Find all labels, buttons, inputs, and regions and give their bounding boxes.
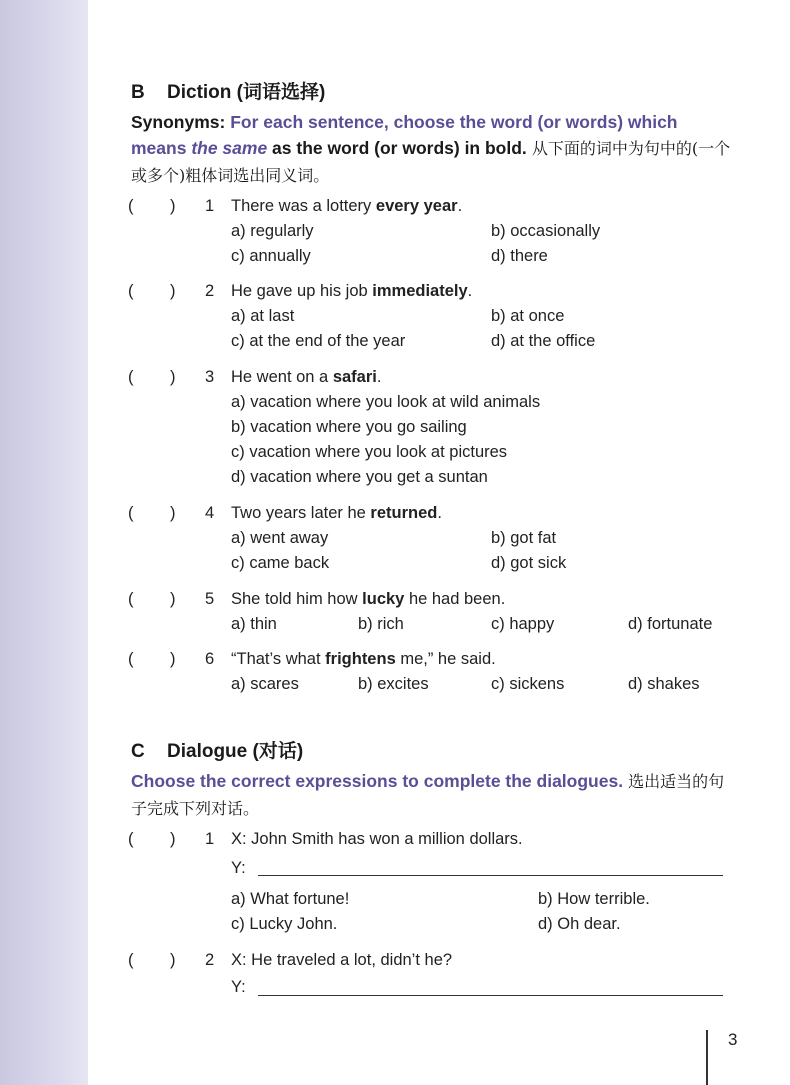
- stem-post: he had been.: [404, 590, 506, 608]
- answer-paren-open[interactable]: (: [128, 504, 134, 522]
- question-number: 2: [205, 951, 215, 969]
- option-b[interactable]: b) rich: [358, 615, 404, 633]
- option-c[interactable]: c) came back: [231, 554, 330, 572]
- answer-paren-close: ): [170, 951, 176, 969]
- answer-paren-open[interactable]: (: [128, 830, 134, 848]
- option-b[interactable]: b) got fat: [491, 529, 557, 547]
- stem-pre: She told him how: [231, 590, 363, 608]
- answer-paren-close: ): [170, 830, 176, 848]
- option-d[interactable]: d) at the office: [491, 332, 596, 350]
- section-b-heading: [131, 77, 325, 104]
- option-c[interactable]: c) happy: [491, 615, 555, 633]
- answer-paren-open[interactable]: (: [128, 590, 134, 608]
- stem-bold: returned: [370, 504, 438, 522]
- stem-bold: frightens: [325, 650, 396, 668]
- option-a[interactable]: a) scares: [231, 675, 299, 693]
- answer-paren-close: ): [170, 650, 176, 668]
- question-number: 4: [205, 504, 215, 522]
- question-stem: [231, 197, 462, 216]
- answer-paren-close: ): [170, 368, 176, 386]
- option-b[interactable]: b) How terrible.: [538, 890, 650, 908]
- instr-text-1: For each sentence, choose the word (or words) which means: [131, 112, 678, 158]
- option-c[interactable]: c) Lucky John.: [231, 915, 338, 933]
- option-b[interactable]: b) occasionally: [491, 222, 601, 240]
- section-letter: B: [131, 82, 145, 103]
- question-stem: [231, 368, 381, 387]
- stem-bold: every year: [375, 197, 458, 215]
- stem-post: .: [457, 197, 463, 215]
- option-a[interactable]: a) thin: [231, 615, 277, 633]
- instr-chinese: 选出适当的句子完成下列对话。: [131, 772, 725, 818]
- instr-chinese: 从下面的词中为句中的(一个或多个)粗体词选出同义词。: [131, 139, 731, 185]
- section-b-instructions: [131, 109, 731, 189]
- section-title: Diction (词语选择): [167, 82, 326, 103]
- stem-bold: safari: [332, 368, 377, 386]
- instr-text: Choose the correct expressions to complete the dialogues.: [131, 771, 624, 791]
- section-c-instructions: [131, 768, 731, 822]
- stem-post: .: [437, 504, 442, 522]
- instr-text-2: as the word (or words) in bold.: [267, 138, 527, 158]
- option-b[interactable]: b) vacation where you go sailing: [231, 418, 467, 436]
- question-number: 1: [205, 197, 215, 215]
- stem-post: me,” he said.: [395, 650, 496, 668]
- stem-bold: immediately: [372, 282, 468, 300]
- instr-label: Synonyms:: [131, 112, 226, 132]
- answer-paren-open[interactable]: (: [128, 368, 134, 386]
- option-c[interactable]: c) annually: [231, 247, 311, 265]
- stem-pre: There was a lottery: [231, 197, 376, 215]
- stem-pre: Two years later he: [231, 504, 371, 522]
- answer-paren-close: ): [170, 197, 176, 215]
- section-letter: C: [131, 741, 145, 762]
- question-stem: [231, 650, 496, 669]
- option-d[interactable]: d) got sick: [491, 554, 567, 572]
- option-b[interactable]: b) excites: [358, 675, 429, 693]
- option-c[interactable]: c) sickens: [491, 675, 565, 693]
- option-a[interactable]: a) What fortune!: [231, 890, 350, 908]
- option-a[interactable]: a) at last: [231, 307, 295, 325]
- answer-paren-close: ): [170, 590, 176, 608]
- page-number-block: [706, 1030, 738, 1085]
- stem-post: .: [467, 282, 473, 300]
- answer-paren-close: ): [170, 282, 176, 300]
- option-d[interactable]: d) vacation where you get a suntan: [231, 468, 488, 486]
- instr-italic: the same: [191, 138, 268, 158]
- stem-post: .: [376, 368, 382, 386]
- answer-blank-line[interactable]: [258, 994, 723, 996]
- option-c[interactable]: c) vacation where you look at pictures: [231, 443, 508, 461]
- option-b[interactable]: b) at once: [491, 307, 565, 325]
- question-number: 1: [205, 830, 215, 848]
- answer-paren-close: ): [170, 504, 176, 522]
- dialogue-y-label: Y:: [231, 978, 246, 996]
- page-number: 3: [728, 1030, 738, 1049]
- section-title: Dialogue (对话): [167, 741, 304, 762]
- question-number: 5: [205, 590, 215, 608]
- stem-pre: He gave up his job: [231, 282, 373, 300]
- answer-paren-open[interactable]: (: [128, 650, 134, 668]
- answer-paren-open[interactable]: (: [128, 951, 134, 969]
- option-c[interactable]: c) at the end of the year: [231, 332, 406, 350]
- option-a[interactable]: a) vacation where you look at wild animals: [231, 393, 541, 411]
- question-stem: [231, 590, 505, 609]
- question-number: 3: [205, 368, 215, 386]
- section-c-heading: [131, 736, 303, 763]
- question-stem: [231, 282, 472, 301]
- answer-paren-open[interactable]: (: [128, 282, 134, 300]
- option-a[interactable]: a) regularly: [231, 222, 314, 240]
- option-d[interactable]: d) Oh dear.: [538, 915, 621, 933]
- answer-blank-line[interactable]: [258, 874, 723, 876]
- option-d[interactable]: d) shakes: [628, 675, 700, 693]
- dialogue-x-line: X: John Smith has won a million dollars.: [231, 830, 523, 848]
- stem-pre: He went on a: [231, 368, 333, 386]
- option-d[interactable]: d) fortunate: [628, 615, 713, 633]
- option-d[interactable]: d) there: [491, 247, 548, 265]
- question-number: 2: [205, 282, 215, 300]
- question-number: 6: [205, 650, 215, 668]
- dialogue-y-label: Y:: [231, 859, 246, 877]
- stem-pre: “That’s what: [231, 650, 326, 668]
- stem-bold: lucky: [362, 590, 405, 608]
- answer-paren-open[interactable]: (: [128, 197, 134, 215]
- question-stem: [231, 504, 442, 523]
- dialogue-x-line: X: He traveled a lot, didn’t he?: [231, 951, 453, 969]
- option-a[interactable]: a) went away: [231, 529, 329, 547]
